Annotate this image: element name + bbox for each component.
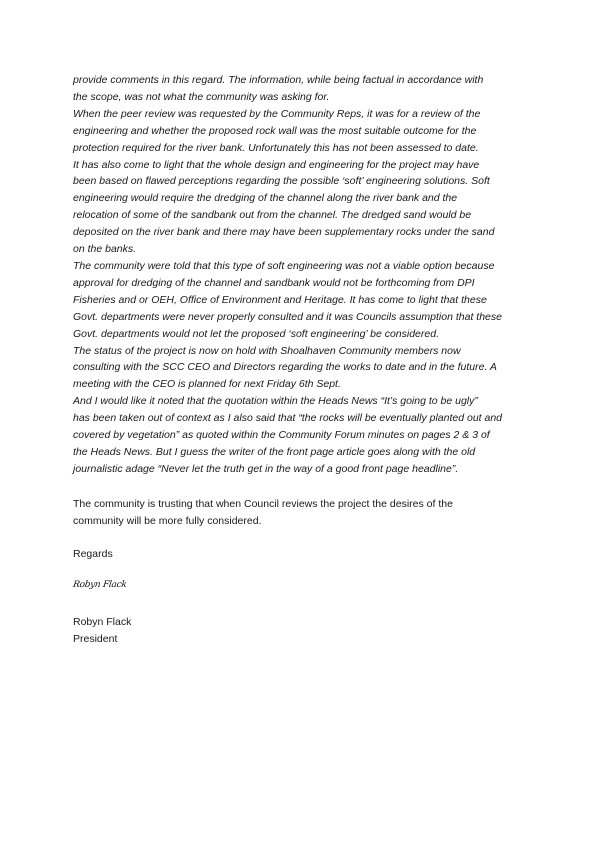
body-line: meeting with the CEO is planned for next Friday 6th Sept. <box>73 378 341 391</box>
body-line: consulting with the SCC CEO and Directors regarding the works to date and in the future. A <box>73 361 497 374</box>
body-line: on the banks. <box>73 243 137 256</box>
body-line: the scope, was not what the community was asking for. <box>73 90 330 103</box>
body-line: Govt. departments were never properly consulted and it was Councils assumption that these <box>73 310 502 323</box>
closing-line: community will be more fully considered. <box>73 514 262 527</box>
sign-off <box>73 546 538 563</box>
body-line: engineering would require the dredging of the channel along the river bank and the <box>73 192 458 205</box>
body-line: journalistic adage “Never let the truth get in the way of a good front page headline”. <box>73 462 459 475</box>
body-line: Fisheries and or OEH, Office of Environment and Heritage. It has come to light that these <box>73 293 487 306</box>
signatory-block <box>73 614 538 648</box>
body-line: Govt. departments would not let the proposed ‘soft engineering’ be considered. <box>73 327 439 340</box>
body-line: When the peer review was requested by the Community Reps, it was for a review of the <box>73 107 481 120</box>
closing-line: The community is trusting that when Council reviews the project the desires of the <box>73 498 453 510</box>
body-line: protection required for the river bank. Unfortunately this has not been assessed to date. <box>73 141 479 154</box>
body-line: And I would like it noted that the quotation within the Heads News “It’s going to be ugly” <box>73 395 478 408</box>
body-line: deposited on the river bank and there may have been supplementary rocks under the sand <box>73 226 495 239</box>
body-line: approval for dredging of the channel and sandbank would not be forthcoming from DPI <box>73 276 475 289</box>
body-line: been based on flawed perceptions regarding the possible ‘soft’ engineering solutions. Soft <box>73 175 490 188</box>
body-line: has been taken out of context as I also said that “the rocks will be eventually planted out and <box>73 412 503 425</box>
regards-text: Regards <box>73 548 113 560</box>
handwritten-signature: Robyn Flack <box>72 580 128 590</box>
body-line: The community were told that this type of soft engineering was not a viable option because <box>73 259 495 272</box>
signatory-title: President <box>73 632 118 645</box>
body-line: provide comments in this regard. The information, while being factual in accordance with <box>73 74 484 86</box>
body-line: engineering and whether the proposed rock wall was the most suitable outcome for the <box>73 124 477 137</box>
signatory-name: Robyn Flack <box>73 616 132 628</box>
body-line: covered by vegetation” as quoted within the Community Forum minutes on pages 2 & 3 of <box>73 429 490 442</box>
body-line: It has also come to light that the whole design and engineering for the project may have <box>73 158 480 171</box>
letter-body-italic <box>73 72 538 478</box>
body-line: relocation of some of the sandbank out from the channel. The dredged sand would be <box>73 209 472 222</box>
body-line: the Heads News. But I guess the writer of the front page article goes along with the old <box>73 445 476 458</box>
closing-paragraph <box>73 496 538 530</box>
body-line: The status of the project is now on hold with Shoalhaven Community members now <box>73 344 461 357</box>
